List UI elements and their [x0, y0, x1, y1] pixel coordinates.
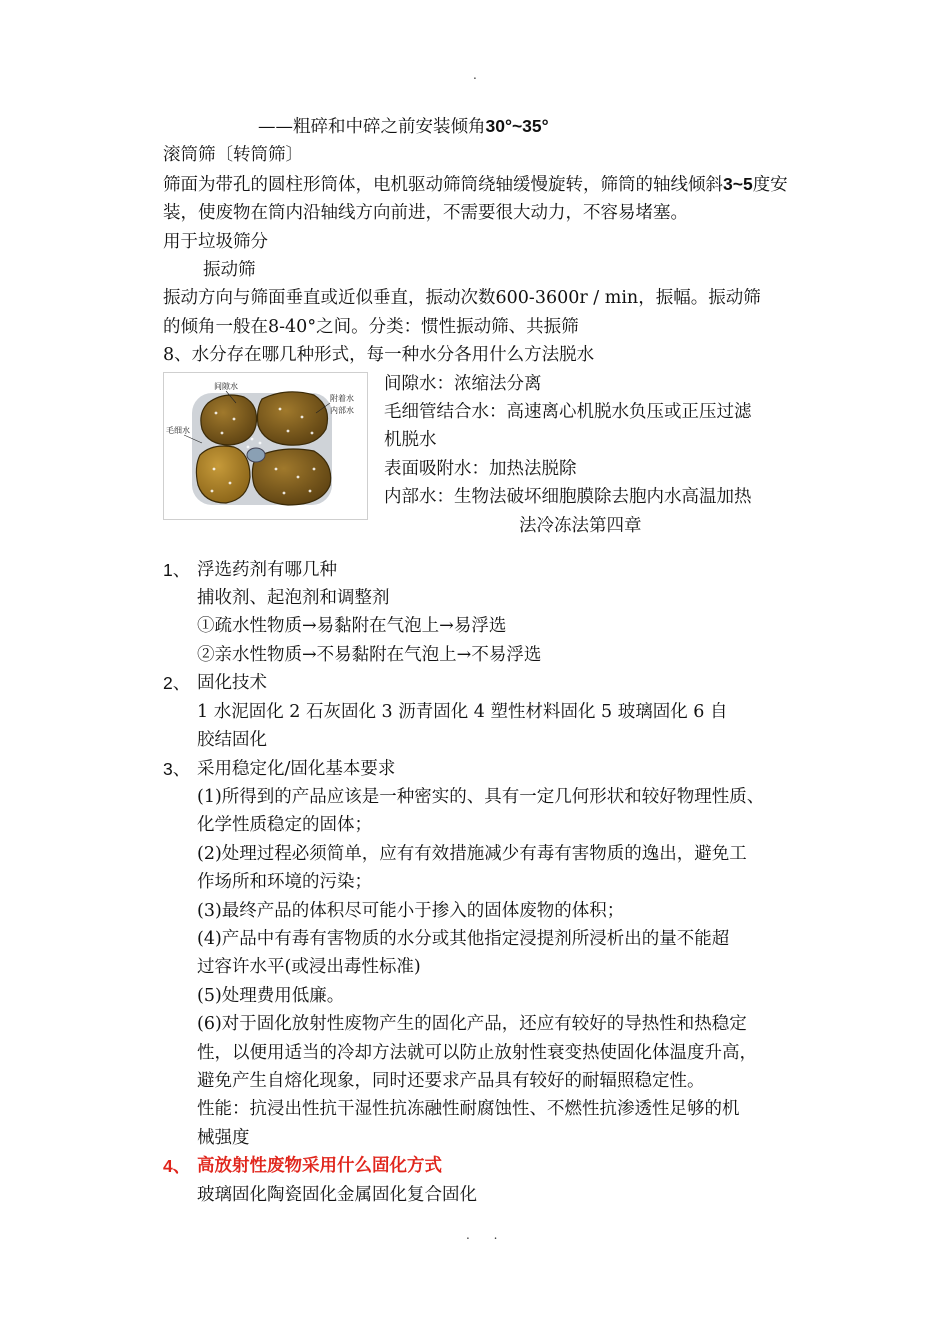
q3-line-13: 械强度	[197, 1127, 250, 1148]
q3-line-1: (1)所得到的产品应该是一种密实的、具有一定几何形状和较好物理性质、	[197, 786, 765, 807]
drum-sieve-title: 滚筒筛〔转筒筛〕	[163, 145, 303, 166]
q3-line-3: (2)处理过程必须简单，应有有效措施减少有毒有害物质的逸出，避免工	[197, 843, 747, 864]
particle-top-right	[258, 391, 328, 444]
q3-line-12: 性能：抗浸出性抗干湿性抗冻融性耐腐蚀性、不燃性抗渗透性足够的机	[197, 1099, 740, 1120]
water-forms-section	[163, 370, 803, 550]
internal-water-cell	[247, 448, 265, 462]
question-4-highlighted: 4、 高放射性废物采用什么固化方式	[163, 1156, 442, 1177]
q2-line-2: 胶结固化	[197, 730, 267, 751]
q1-line-3: ②亲水性物质→不易黏附在气泡上→不易浮选	[197, 644, 542, 665]
sludge-particle-diagram	[164, 373, 367, 519]
sieve-angle-line: ——粗碎和中碎之前安装倾角30°~35°	[258, 116, 549, 137]
drum-sieve-desc: 筛面为带孔的圆柱形筒体，电机驱动筛筒绕轴缓慢旋转，筛筒的轴线倾斜3~5度安装，使废物在筒内沿轴线方向前进，不需要很大动力，不容易堵塞。	[163, 173, 788, 224]
water-forms-list	[384, 370, 804, 540]
vibrating-sieve-title: 振动筛	[203, 260, 256, 281]
water-line-4: 表面吸附水：加热法脱除	[384, 458, 577, 479]
question-3: 3、 采用稳定化/固化基本要求	[163, 758, 396, 779]
label-capillary-water: 毛细水	[166, 425, 190, 435]
chapter4-questions	[163, 556, 803, 1209]
q3-line-6: (4)产品中有毒有害物质的水分或其他指定浸提剂所浸析出的量不能超	[197, 928, 730, 949]
q2-line-1: 1 水泥固化 2 石灰固化 3 沥青固化 4 塑性材料固化 5 玻璃固化 6 自	[197, 701, 728, 722]
label-internal-water: 内部水	[330, 405, 354, 415]
water-forms-figure	[163, 372, 368, 520]
q3-line-11: 避免产生自熔化现象，同时还要求产品具有较好的耐辐照稳定性。	[197, 1070, 705, 1091]
particle-bottom-left	[196, 446, 250, 503]
vibrating-sieve-desc-1: 振动方向与筛面垂直或近似垂直，振动次数600-3600r / min，振幅。振动筛	[163, 288, 761, 309]
q3-line-9: (6)对于固化放射性废物产生的固化产品，还应有较好的导热性和热稳定	[197, 1014, 747, 1035]
water-line-5: 内部水：生物法破坏细胞膜除去胞内水高温加热	[384, 487, 752, 508]
footer-mark: . .	[466, 1228, 508, 1242]
particle-top-left	[201, 395, 257, 445]
q8-title: 8、水分存在哪几种形式，每一种水分各用什么方法脱水	[163, 345, 595, 366]
question-1: 1、 浮选药剂有哪几种	[163, 559, 337, 580]
document-body	[163, 112, 803, 1209]
q4-line-1: 玻璃固化陶瓷固化金属固化复合固化	[197, 1184, 477, 1205]
vibrating-sieve-desc-2: 的倾角一般在8-40°之间。分类：惯性振动筛、共振筛	[163, 316, 579, 337]
q3-line-7: 过容许水平(或浸出毒性标准)	[197, 957, 421, 978]
q1-line-1: 捕收剂、起泡剂和调整剂	[197, 588, 390, 609]
q1-line-2: ①疏水性物质→易黏附在气泡上→易浮选	[197, 616, 507, 637]
q3-line-8: (5)处理费用低廉。	[197, 985, 345, 1006]
water-line-3: 机脱水	[384, 430, 437, 451]
q3-line-5: (3)最终产品的体积尽可能小于掺入的固体废物的体积；	[197, 900, 625, 921]
label-adsorbed-water: 附着水	[330, 393, 354, 403]
water-line-6: 法冷冻法第四章	[519, 515, 642, 536]
q3-line-4: 作场所和环境的污染；	[197, 872, 372, 893]
label-interstitial-water: 间隙水	[214, 381, 238, 391]
water-line-1: 间隙水：浓缩法分离	[384, 373, 542, 394]
q3-line-2: 化学性质稳定的固体；	[197, 815, 372, 836]
drum-sieve-use: 用于垃圾筛分	[163, 231, 268, 252]
header-mark: .	[473, 68, 477, 82]
water-line-2: 毛细管结合水：高速离心机脱水负压或正压过滤	[384, 402, 752, 423]
question-2: 2、 固化技术	[163, 673, 267, 694]
q3-line-10: 性，以便用适当的冷却方法就可以防止放射性衰变热使固化体温度升高，	[197, 1042, 757, 1063]
